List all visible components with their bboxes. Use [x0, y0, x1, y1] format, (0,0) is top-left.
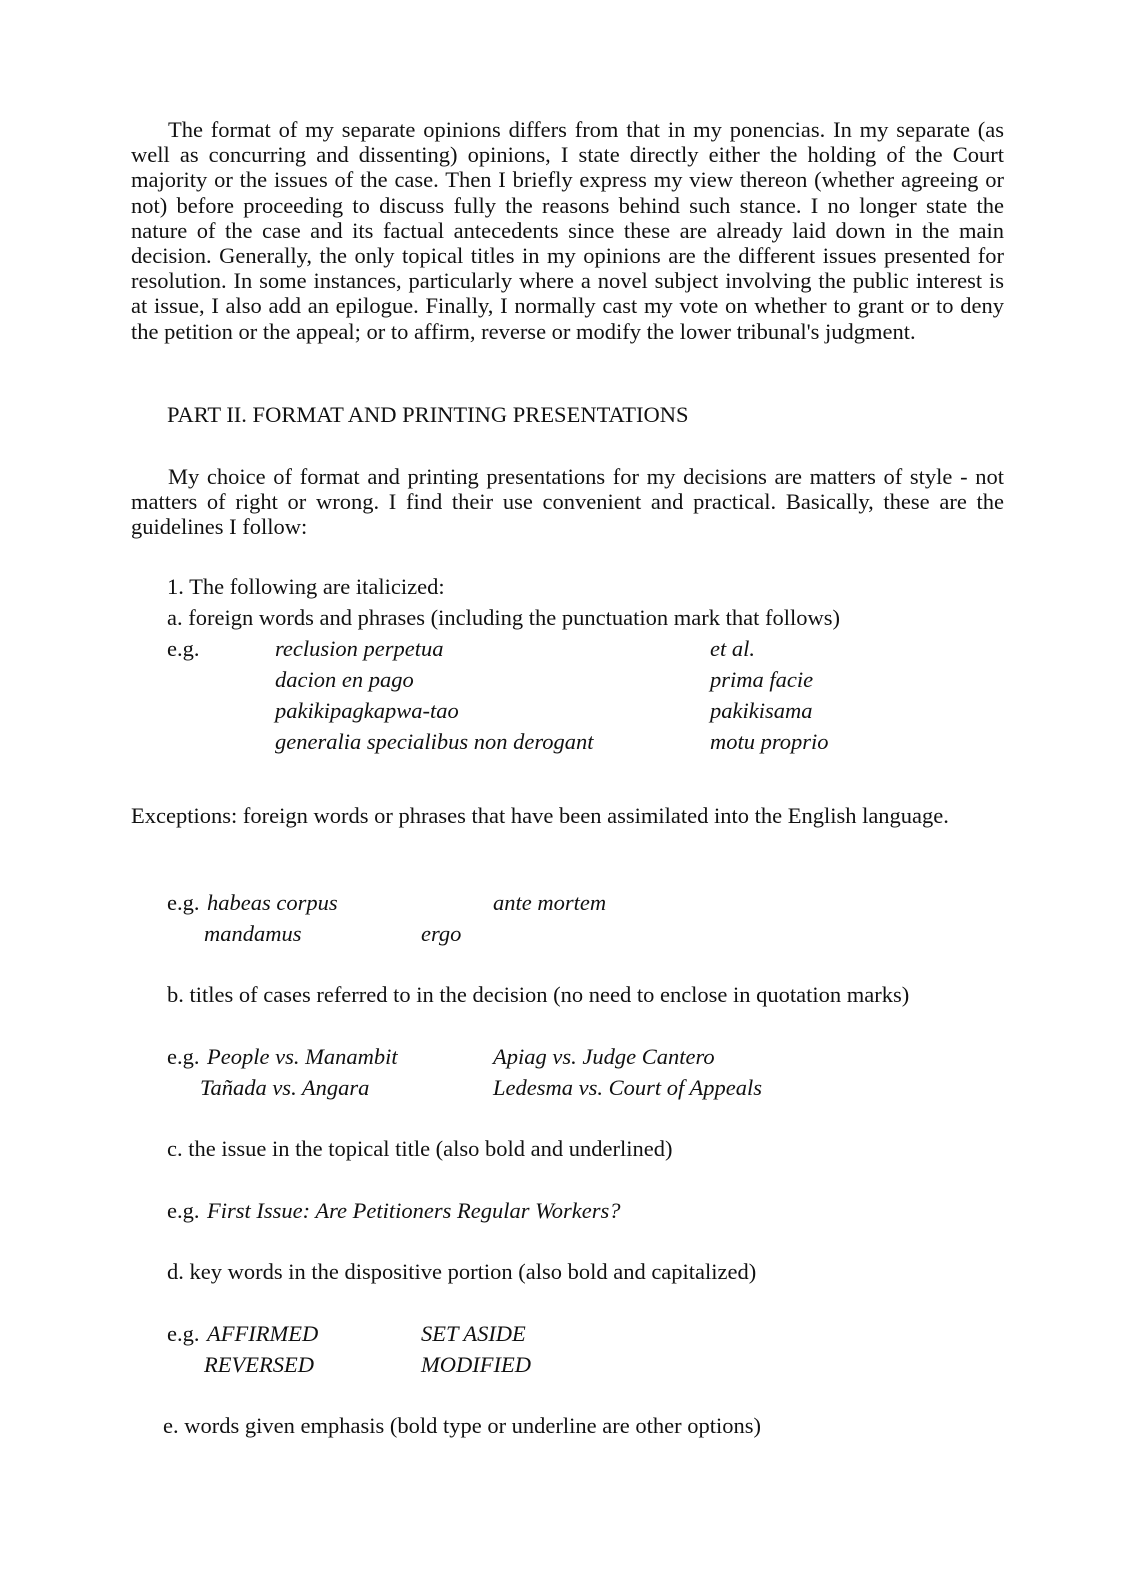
- example-keyword: REVERSED: [204, 1352, 314, 1377]
- paragraph-separate-opinions: The format of my separate opinions differs from that in my ponencias. In my separate (as well as concurring and dissenting) opinions, I state directly either the holding of the Court majority or the issues of the case. Then I briefly express my view thereon (whether agreeing or not) before proceeding to discuss fully the reasons behind such stance. I no longer state the nature of the case and its factual antecedents since these are already laid down in the main decision. Generally, the only topical titles in my opinions are the different issues presented for resolution. In some instances, particularly where a novel subject involving the public interest is at issue, I also add an epilogue. Finally, I normally cast my vote on whether to grant or to deny the petition or the appeal; or to affirm, reverse or modify the lower tribunal's judgment.: [131, 117, 1004, 344]
- paragraph-exceptions: Exceptions: foreign words or phrases that have been assimilated into the English language.: [131, 803, 949, 828]
- eg-label: e.g.: [167, 890, 200, 915]
- example-case-title: Tañada vs. Angara: [200, 1075, 370, 1100]
- example-word: motu proprio: [710, 729, 829, 754]
- example-word: et al.: [710, 636, 755, 661]
- example-case-title: Ledesma vs. Court of Appeals: [493, 1075, 762, 1100]
- example-word: dacion en pago: [275, 667, 414, 692]
- paragraph-format-choice: My choice of format and printing presentations for my decisions are matters of style - not matters of right or wrong. I find their use convenient and practical. Basically, these are the guidelines I follow:: [131, 464, 1004, 540]
- example-case-title: Apiag vs. Judge Cantero: [493, 1044, 715, 1069]
- list-item-1: 1. The following are italicized:: [167, 574, 445, 599]
- list-item-b: b. titles of cases referred to in the decision (no need to enclose in quotation marks): [167, 982, 910, 1007]
- example-word: pakikipagkapwa-tao: [275, 698, 459, 723]
- example-word: ante mortem: [493, 890, 607, 915]
- example-word: habeas corpus: [207, 890, 338, 915]
- example-word: prima facie: [710, 667, 814, 692]
- list-item-e: e. words given emphasis (bold type or underline are other options): [163, 1413, 761, 1438]
- list-item-d: d. key words in the dispositive portion (also bold and capitalized): [167, 1259, 757, 1284]
- eg-label: e.g.: [167, 1321, 200, 1346]
- example-word: reclusion perpetua: [275, 636, 444, 661]
- example-word: ergo: [421, 921, 462, 946]
- example-keyword: AFFIRMED: [207, 1321, 319, 1346]
- example-word: generalia specialibus non derogant: [275, 729, 594, 754]
- section-heading: PART II. FORMAT AND PRINTING PRESENTATIONS: [167, 402, 689, 427]
- list-item-a: a. foreign words and phrases (including the punctuation mark that follows): [167, 605, 840, 630]
- example-keyword: SET ASIDE: [421, 1321, 526, 1346]
- example-word: pakikisama: [710, 698, 813, 723]
- eg-label: e.g.: [167, 1198, 200, 1223]
- example-word: mandamus: [204, 921, 302, 946]
- example-topical-title: First Issue: Are Petitioners Regular Workers?: [207, 1198, 621, 1223]
- list-item-c: c. the issue in the topical title (also bold and underlined): [167, 1136, 673, 1161]
- eg-label: e.g.: [167, 636, 200, 661]
- eg-label: e.g.: [167, 1044, 200, 1069]
- example-case-title: People vs. Manambit: [207, 1044, 398, 1069]
- example-keyword: MODIFIED: [421, 1352, 531, 1377]
